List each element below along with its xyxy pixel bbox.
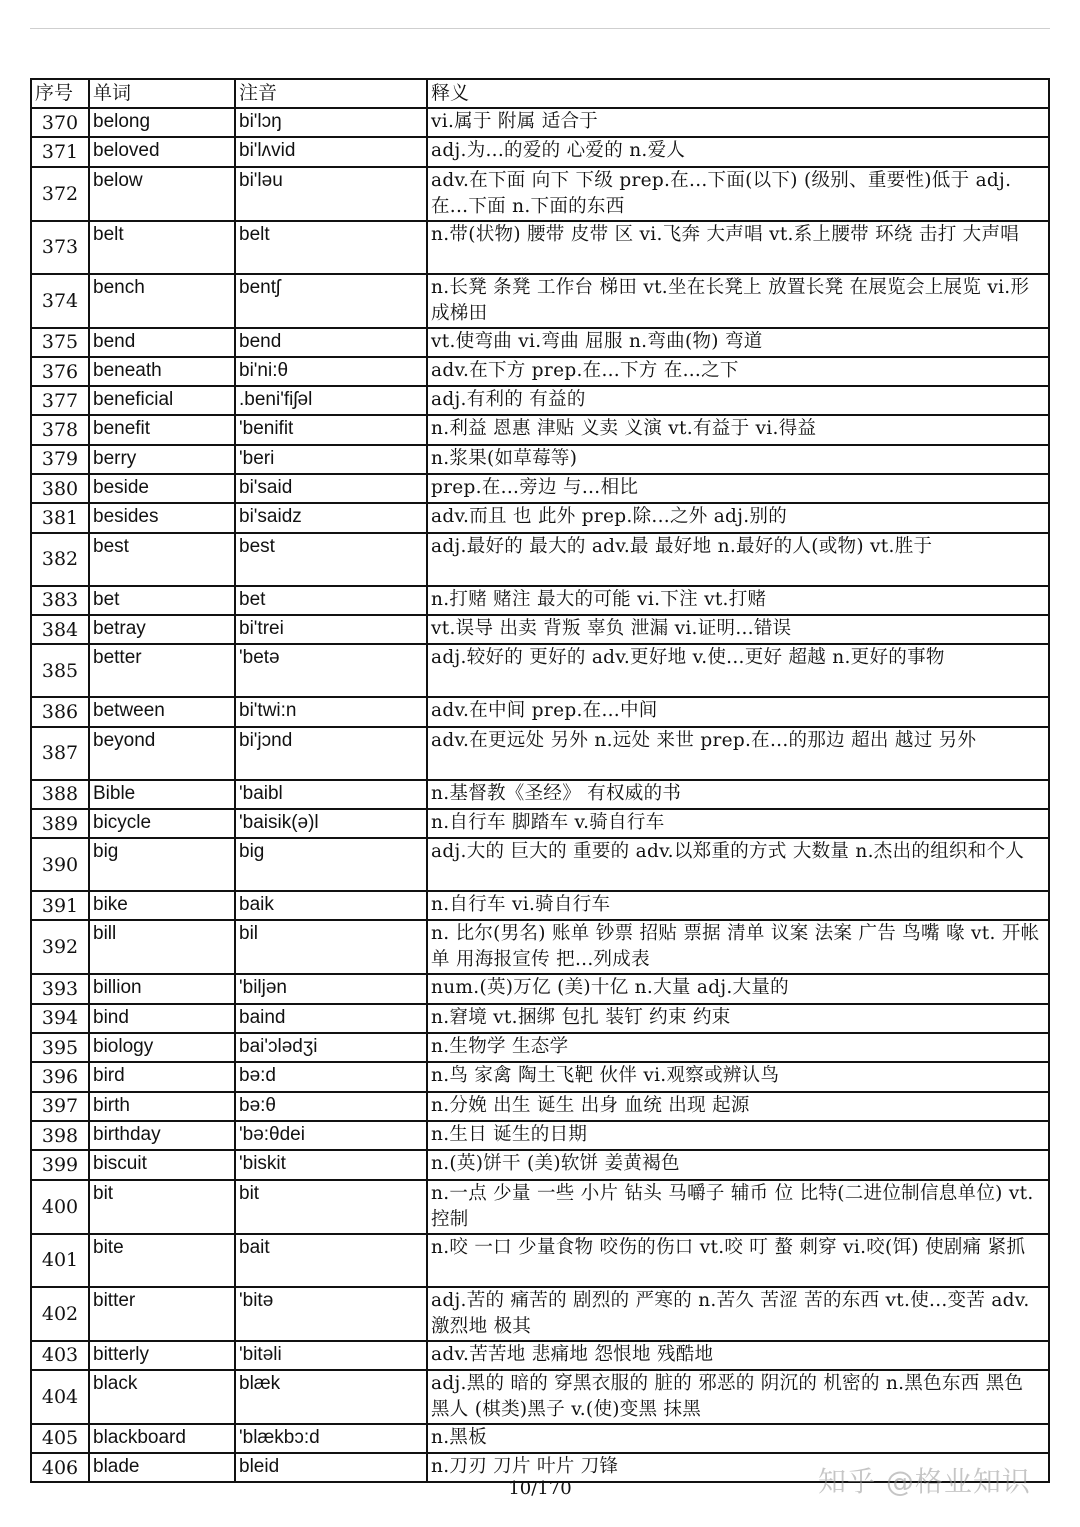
cell-number: 376	[31, 357, 89, 386]
cell-definition: adj.为...的爱的 心爱的 n.爱人	[427, 137, 1049, 166]
table-row	[31, 503, 1049, 532]
table-row	[31, 644, 1049, 697]
header-number: 序号	[31, 79, 89, 108]
cell-definition: n.生日 诞生的日期	[427, 1121, 1049, 1150]
cell-definition: adj.大的 巨大的 重要的 adv.以郑重的方式 大数量 n.杰出的组织和个人	[427, 838, 1049, 891]
watermark: 知乎 @格业知识	[818, 1465, 1031, 1498]
cell-phonetic: bend	[235, 328, 427, 357]
cell-phonetic: baik	[235, 891, 427, 920]
cell-number: 388	[31, 780, 89, 809]
cell-definition: adv.在下方 prep.在...下方 在...之下	[427, 357, 1049, 386]
table-row	[31, 274, 1049, 328]
cell-word: betray	[89, 615, 235, 644]
table-row	[31, 1234, 1049, 1287]
cell-number: 381	[31, 503, 89, 532]
cell-phonetic: bi'trei	[235, 615, 427, 644]
cell-phonetic: bi'saidz	[235, 503, 427, 532]
table-row	[31, 1180, 1049, 1234]
cell-definition: n.浆果(如草莓等)	[427, 445, 1049, 474]
cell-phonetic: 'beri	[235, 445, 427, 474]
cell-number: 382	[31, 533, 89, 586]
cell-word: bike	[89, 891, 235, 920]
cell-word: beside	[89, 474, 235, 503]
vocabulary-table	[30, 78, 1050, 1483]
cell-number: 386	[31, 697, 89, 726]
cell-number: 379	[31, 445, 89, 474]
cell-definition: n.鸟 家禽 陶土飞靶 伙伴 vi.观察或辨认鸟	[427, 1062, 1049, 1091]
cell-number: 401	[31, 1234, 89, 1287]
cell-definition: adj.有利的 有益的	[427, 386, 1049, 415]
cell-definition: n. 比尔(男名) 账单 钞票 招贴 票据 清单 议案 法案 广告 鸟嘴 喙 vt. 开帐单 用海报宣传 把...列成表	[427, 920, 1049, 974]
cell-number: 383	[31, 586, 89, 615]
cell-phonetic: bentʃ	[235, 274, 427, 328]
cell-word: biology	[89, 1033, 235, 1062]
cell-number: 392	[31, 920, 89, 974]
table-row	[31, 1370, 1049, 1424]
cell-number: 387	[31, 727, 89, 780]
cell-number: 396	[31, 1062, 89, 1091]
cell-number: 397	[31, 1092, 89, 1121]
table-row	[31, 1092, 1049, 1121]
table-row	[31, 615, 1049, 644]
table-row	[31, 415, 1049, 444]
cell-word: bitter	[89, 1287, 235, 1341]
cell-definition: n.带(状物) 腰带 皮带 区 vi.飞奔 大声唱 vt.系上腰带 环绕 击打 大声唱	[427, 221, 1049, 274]
cell-number: 402	[31, 1287, 89, 1341]
cell-word: beyond	[89, 727, 235, 780]
cell-word: bicycle	[89, 809, 235, 838]
table-row	[31, 328, 1049, 357]
cell-word: blade	[89, 1453, 235, 1482]
cell-number: 390	[31, 838, 89, 891]
cell-word: better	[89, 644, 235, 697]
table-row	[31, 1287, 1049, 1341]
cell-definition: adj.较好的 更好的 adv.更好地 v.使...更好 超越 n.更好的事物	[427, 644, 1049, 697]
cell-definition: vt.误导 出卖 背叛 辜负 泄漏 vi.证明...错误	[427, 615, 1049, 644]
cell-phonetic: bleid	[235, 1453, 427, 1482]
cell-phonetic: 'blækbɔ:d	[235, 1424, 427, 1453]
cell-definition: n.刀刃 刀片 叶片 刀锋	[427, 1453, 1049, 1482]
cell-definition: n.窘境 vt.捆绑 包扎 装钉 约束 约束	[427, 1004, 1049, 1033]
cell-phonetic: bi'lʌvid	[235, 137, 427, 166]
cell-phonetic: bi'lɔŋ	[235, 108, 427, 137]
cell-number: 374	[31, 274, 89, 328]
cell-number: 370	[31, 108, 89, 137]
table-row	[31, 809, 1049, 838]
cell-definition: n.基督教《圣经》 有权威的书	[427, 780, 1049, 809]
cell-word: berry	[89, 445, 235, 474]
cell-word: besides	[89, 503, 235, 532]
table-row	[31, 221, 1049, 274]
cell-phonetic: .beni'fiʃəl	[235, 386, 427, 415]
table-row	[31, 357, 1049, 386]
cell-number: 394	[31, 1004, 89, 1033]
table-row	[31, 533, 1049, 586]
cell-definition: n.长凳 条凳 工作台 梯田 vt.坐在长凳上 放置长凳 在展览会上展览 vi.形成梯田	[427, 274, 1049, 328]
cell-number: 405	[31, 1424, 89, 1453]
cell-definition: n.利益 恩惠 津贴 义卖 义演 vt.有益于 vi.得益	[427, 415, 1049, 444]
cell-definition: n.自行车 脚踏车 v.骑自行车	[427, 809, 1049, 838]
cell-phonetic: bi'said	[235, 474, 427, 503]
table-row	[31, 1121, 1049, 1150]
cell-word: bench	[89, 274, 235, 328]
cell-phonetic: bit	[235, 1180, 427, 1234]
cell-word: bind	[89, 1004, 235, 1033]
cell-word: bet	[89, 586, 235, 615]
header-definition: 释义	[427, 79, 1049, 108]
cell-word: birth	[89, 1092, 235, 1121]
cell-definition: adj.黑的 暗的 穿黑衣服的 脏的 邪恶的 阴沉的 机密的 n.黑色东西 黑色 黑人 (棋类)黑子 v.(使)变黑 抹黑	[427, 1370, 1049, 1424]
cell-phonetic: 'bə:θdei	[235, 1121, 427, 1150]
cell-phonetic: 'biljən	[235, 974, 427, 1003]
cell-number: 375	[31, 328, 89, 357]
cell-phonetic: bait	[235, 1234, 427, 1287]
cell-phonetic: bi'ləu	[235, 167, 427, 221]
page-number: 10/170	[508, 1478, 572, 1499]
cell-phonetic: belt	[235, 221, 427, 274]
cell-number: 403	[31, 1341, 89, 1370]
cell-definition: n.打赌 赌注 最大的可能 vi.下注 vt.打赌	[427, 586, 1049, 615]
cell-word: beneath	[89, 357, 235, 386]
cell-word: biscuit	[89, 1150, 235, 1179]
cell-word: benefit	[89, 415, 235, 444]
cell-word: below	[89, 167, 235, 221]
cell-definition: adv.在更远处 另外 n.远处 来世 prep.在...的那边 超出 越过 另外	[427, 727, 1049, 780]
cell-number: 406	[31, 1453, 89, 1482]
cell-number: 395	[31, 1033, 89, 1062]
cell-word: between	[89, 697, 235, 726]
cell-definition: adv.苦苦地 悲痛地 怨恨地 残酷地	[427, 1341, 1049, 1370]
cell-phonetic: big	[235, 838, 427, 891]
cell-phonetic: 'benifit	[235, 415, 427, 444]
cell-definition: vi.属于 附属 适合于	[427, 108, 1049, 137]
table-row	[31, 386, 1049, 415]
cell-number: 380	[31, 474, 89, 503]
cell-number: 377	[31, 386, 89, 415]
table-row	[31, 1033, 1049, 1062]
cell-word: best	[89, 533, 235, 586]
cell-definition: adv.在下面 向下 下级 prep.在...下面(以下) (级别、重要性)低于 adj.在...下面 n.下面的东西	[427, 167, 1049, 221]
table-body	[31, 108, 1049, 1482]
page-top-rule	[30, 28, 1050, 29]
cell-phonetic: 'bitə	[235, 1287, 427, 1341]
cell-phonetic: bil	[235, 920, 427, 974]
cell-number: 400	[31, 1180, 89, 1234]
cell-word: bite	[89, 1234, 235, 1287]
cell-word: bird	[89, 1062, 235, 1091]
cell-word: bill	[89, 920, 235, 974]
cell-phonetic: bi'twi:n	[235, 697, 427, 726]
header-phonetic: 注音	[235, 79, 427, 108]
cell-definition: adj.苦的 痛苦的 剧烈的 严寒的 n.苦久 苦涩 苦的东西 vt.使...变苦 adv.激烈地 极其	[427, 1287, 1049, 1341]
cell-phonetic: best	[235, 533, 427, 586]
cell-word: beneficial	[89, 386, 235, 415]
table-row	[31, 727, 1049, 780]
cell-word: blackboard	[89, 1424, 235, 1453]
cell-phonetic: bi'ni:θ	[235, 357, 427, 386]
cell-definition: vt.使弯曲 vi.弯曲 屈服 n.弯曲(物) 弯道	[427, 328, 1049, 357]
cell-number: 372	[31, 167, 89, 221]
cell-phonetic: 'betə	[235, 644, 427, 697]
header-word: 单词	[89, 79, 235, 108]
cell-word: big	[89, 838, 235, 891]
table-row	[31, 920, 1049, 974]
cell-word: black	[89, 1370, 235, 1424]
cell-number: 393	[31, 974, 89, 1003]
cell-definition: n.黑板	[427, 1424, 1049, 1453]
cell-number: 404	[31, 1370, 89, 1424]
table-row	[31, 167, 1049, 221]
cell-phonetic: 'baisik(ə)l	[235, 809, 427, 838]
cell-definition: n.自行车 vi.骑自行车	[427, 891, 1049, 920]
cell-definition: n.咬 一口 少量食物 咬伤的伤口 vt.咬 叮 螯 刺穿 vi.咬(饵) 使剧痛 紧抓	[427, 1234, 1049, 1287]
cell-definition: prep.在...旁边 与…相比	[427, 474, 1049, 503]
cell-number: 378	[31, 415, 89, 444]
cell-word: billion	[89, 974, 235, 1003]
cell-definition: n.分娩 出生 诞生 出身 血统 出现 起源	[427, 1092, 1049, 1121]
table-row	[31, 445, 1049, 474]
table-row	[31, 838, 1049, 891]
cell-number: 385	[31, 644, 89, 697]
cell-phonetic: bai'ɔlədʒi	[235, 1033, 427, 1062]
cell-phonetic: bet	[235, 586, 427, 615]
table-row	[31, 1150, 1049, 1179]
cell-definition: n.一点 少量 一些 小片 钻头 马嚼子 辅币 位 比特(二进位制信息单位) vt.控制	[427, 1180, 1049, 1234]
table-row	[31, 697, 1049, 726]
table-row	[31, 891, 1049, 920]
cell-number: 384	[31, 615, 89, 644]
cell-number: 398	[31, 1121, 89, 1150]
cell-phonetic: baind	[235, 1004, 427, 1033]
table-row	[31, 1341, 1049, 1370]
cell-word: bitterly	[89, 1341, 235, 1370]
cell-definition: adv.在中间 prep.在...中间	[427, 697, 1049, 726]
table-row	[31, 137, 1049, 166]
cell-phonetic: 'bitəli	[235, 1341, 427, 1370]
table-row	[31, 1004, 1049, 1033]
cell-word: beloved	[89, 137, 235, 166]
cell-word: bend	[89, 328, 235, 357]
table-row	[31, 974, 1049, 1003]
table-header-row	[31, 79, 1049, 108]
table-row	[31, 1424, 1049, 1453]
cell-definition: adj.最好的 最大的 adv.最 最好地 n.最好的人(或物) vt.胜于	[427, 533, 1049, 586]
cell-phonetic: 'biskit	[235, 1150, 427, 1179]
cell-number: 399	[31, 1150, 89, 1179]
cell-word: Bible	[89, 780, 235, 809]
table-row	[31, 108, 1049, 137]
table-row	[31, 1062, 1049, 1091]
table-row	[31, 780, 1049, 809]
table-row	[31, 586, 1049, 615]
cell-number: 373	[31, 221, 89, 274]
cell-phonetic: 'baibl	[235, 780, 427, 809]
cell-word: belt	[89, 221, 235, 274]
cell-phonetic: bə:d	[235, 1062, 427, 1091]
cell-number: 371	[31, 137, 89, 166]
table-row	[31, 474, 1049, 503]
cell-number: 389	[31, 809, 89, 838]
cell-definition: n.生物学 生态学	[427, 1033, 1049, 1062]
cell-word: birthday	[89, 1121, 235, 1150]
cell-word: bit	[89, 1180, 235, 1234]
cell-phonetic: blæk	[235, 1370, 427, 1424]
cell-number: 391	[31, 891, 89, 920]
cell-phonetic: bə:θ	[235, 1092, 427, 1121]
cell-phonetic: bi'jɔnd	[235, 727, 427, 780]
cell-definition: num.(英)万亿 (美)十亿 n.大量 adj.大量的	[427, 974, 1049, 1003]
cell-word: belong	[89, 108, 235, 137]
cell-definition: n.(英)饼干 (美)软饼 姜黄褐色	[427, 1150, 1049, 1179]
cell-definition: adv.而且 也 此外 prep.除...之外 adj.别的	[427, 503, 1049, 532]
